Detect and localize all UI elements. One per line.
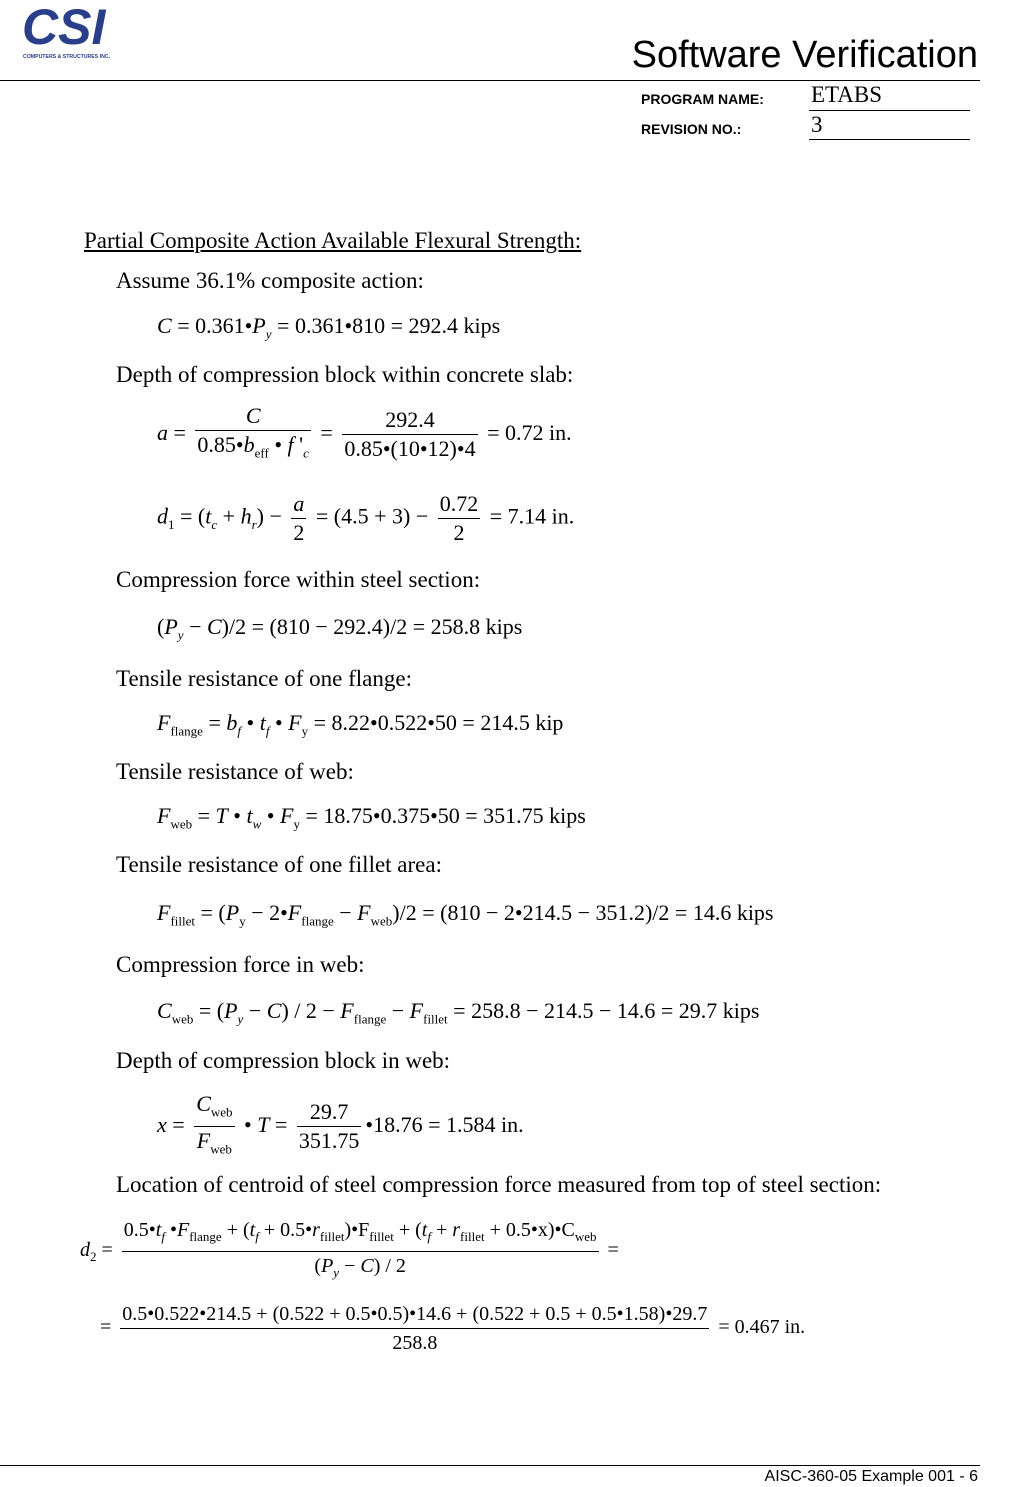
revision-value: 3 xyxy=(811,112,823,137)
footer-page-label: AISC-360-05 Example 001 - 6 xyxy=(764,1468,978,1485)
equation-a: a = $\frac{C}{0.85•b_{eff} • f '_c}$ = $\frac{292.4}{0.85•(10•12)•4}$ = 0.72 in. xyxy=(157,403,572,462)
equation-cweb: $C_{web} = (P_y - C) / 2 - F_{flange} - F_{fillet} = 258.8 - 214.5 - 14.6 = 29.7$ kips xyxy=(157,998,760,1027)
csi-logo xyxy=(20,0,110,60)
program-name-value: ETABS xyxy=(811,82,882,107)
section-heading: Partial Composite Action Available Flexural Strength: xyxy=(84,228,582,253)
centroid-text: Location of centroid of steel compression force measured from top of steel section: xyxy=(116,1172,882,1197)
header-divider xyxy=(0,80,980,81)
tensile-web-text: Tensile resistance of web: xyxy=(116,759,354,784)
revision-label: REVISION NO.: xyxy=(641,121,742,137)
equation-compression: $(P_y - C)/2 = (810 - 292.4)/2 = 258.8$ kips xyxy=(157,614,523,643)
csi-logo-tagline: COMPUTERS & STRUCTURES INC. xyxy=(23,54,110,60)
csi-logo-graphic xyxy=(20,0,110,60)
footer-divider xyxy=(0,1465,980,1466)
program-name-underline xyxy=(809,110,970,111)
program-name-label: PROGRAM NAME: xyxy=(641,91,764,107)
equation-d1: $d_1 = (t_c + h_r)$ − $\frac{a}{2}$ = (4.5 + 3) − $\frac{0.72}{2}$ = 7.14 in. xyxy=(157,491,575,545)
compression-steel-text: Compression force within steel section: xyxy=(116,567,481,592)
tensile-fillet-text: Tensile resistance of one fillet area: xyxy=(116,852,442,877)
equation-d2-numeric: = 0.5•0.522•214.5 + (0.522 + 0.5•0.5)•14.6 + (0.522 + 0.5 + 0.5•1.58)•29.7 258.8 = 0.467 in. xyxy=(100,1300,805,1357)
revision-underline xyxy=(809,139,970,140)
csi-logo-letters: CSI xyxy=(22,0,106,55)
compression-web-text: Compression force in web: xyxy=(116,952,365,977)
tensile-flange-text: Tensile resistance of one flange: xyxy=(116,666,412,691)
equation-x: x = $\frac{C_{web}}{F_{web}}$ • T = $\frac{29.7}{351.75}$ •18.76 = 1.584 in. xyxy=(157,1091,524,1157)
depth-slab-text: Depth of compression block within concrete slab: xyxy=(116,362,574,387)
equation-flange: $F_{flange} = b_f$ • $t_f$ • $F_y$ = 8.22•0.522•50 = 214.5 kip xyxy=(157,710,564,739)
depth-web-text: Depth of compression block in web: xyxy=(116,1048,451,1073)
page-title: Software Verification xyxy=(631,34,978,76)
assume-text: Assume 36.1% composite action: xyxy=(116,268,424,293)
equation-d2-symbolic: $d_2$ = $0.5•t_f$ $•F_{flange} + (t_f$ + $0.5•r_{fillet})•F_{fillet} + (t_f + r_{fillet}$ + $0.5•x)•C_{web}$ $(P_y - C) / 2$ = xyxy=(80,1216,619,1287)
equation-c: $C = 0.361•P_y$ = 0.361•810 = 292.4 kips xyxy=(157,313,501,342)
equation-web: $F_{web} = T$ • $t_w$ • $F_y$ = 18.75•0.375•50 = 351.75 kips xyxy=(157,803,586,832)
equation-fillet: $F_{fillet} = (P_y$ − $2•F_{flange} - F_{web})/2 = (810$ − 2•214.5 − 351.2)/2 = 14.6 kips xyxy=(157,900,774,929)
